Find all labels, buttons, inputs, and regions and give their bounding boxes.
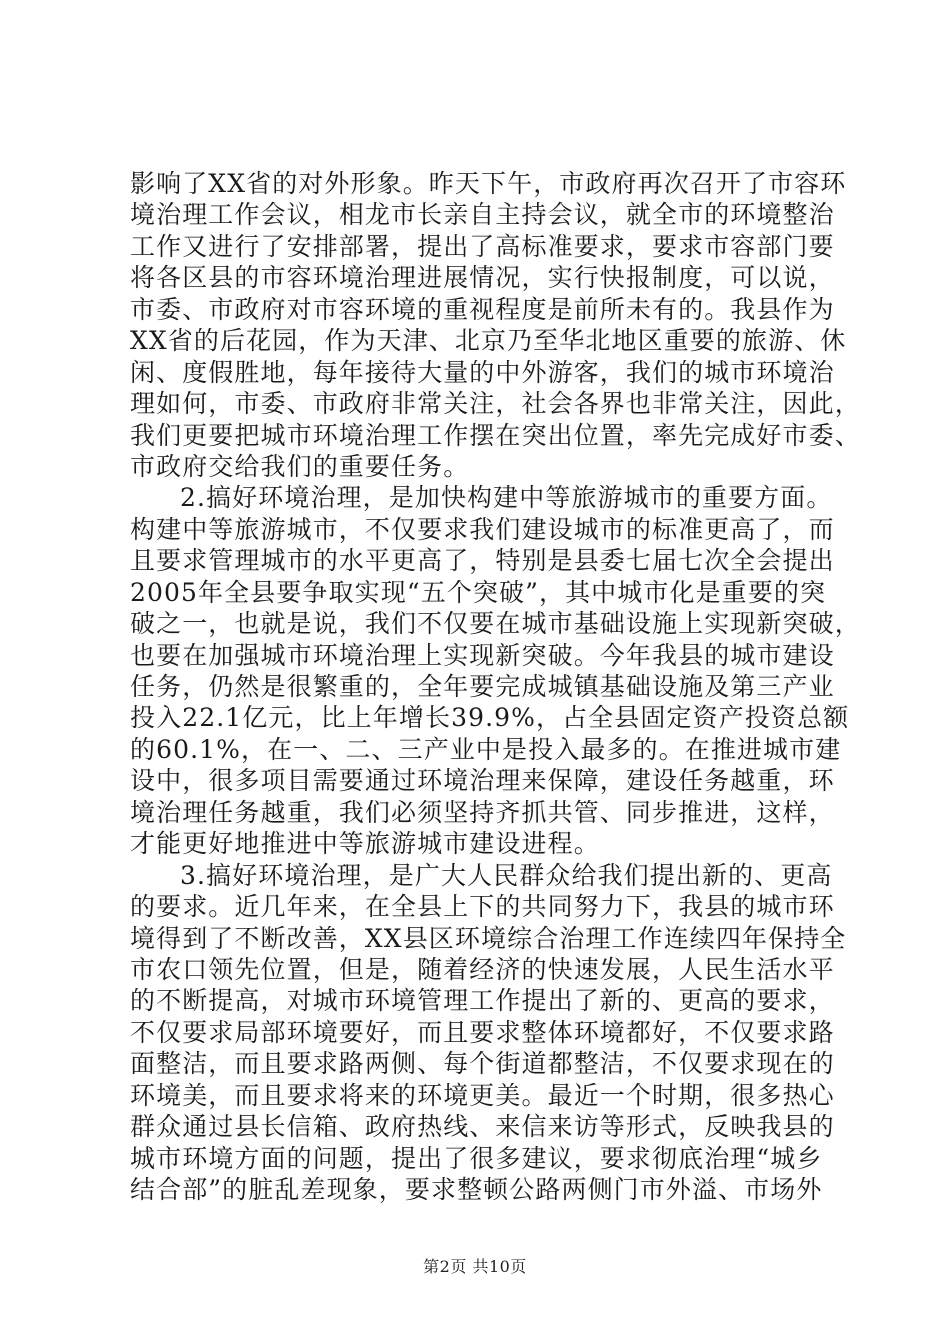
text-line: 的要求。近几年来，在全县上下的共同努力下，我县的城市环 — [130, 892, 835, 922]
text-line: XX省的后花园，作为天津、北京乃至华北地区重要的旅游、休 — [130, 326, 847, 356]
body-text — [130, 168, 861, 1205]
text-line: 境治理工作会议，相龙市长亲自主持会议，就全市的环境整治 — [130, 200, 835, 230]
text-line: 境治理任务越重，我们必须坚持齐抓共管、同步推进，这样， — [130, 797, 835, 827]
text-line: 2.搞好环境治理，是加快构建中等旅游城市的重要方面。 — [180, 483, 833, 513]
text-line: 破之一，也就是说，我们不仅要在城市基础设施上实现新突破， — [130, 609, 861, 639]
text-line: 理如何，市委、市政府非常关注，社会各界也非常关注，因此， — [130, 389, 861, 419]
text-line: 我们更要把城市环境治理工作摆在突出位置，率先完成好市委、 — [130, 420, 861, 450]
text-line: 结合部”的脏乱差现象，要求整顿公路两侧门市外溢、市场外 — [130, 1175, 823, 1204]
page-number-label: 第2页 共10页 — [423, 1257, 527, 1276]
text-line: 也要在加强城市环境治理上实现新突破。今年我县的城市建设 — [130, 640, 835, 670]
text-line: 面整洁，而且要求路两侧、每个街道都整洁，不仅要求现在的 — [130, 1049, 835, 1079]
page-footer — [0, 1254, 950, 1277]
text-line: 群众通过县长信箱、政府热线、来信来访等形式，反映我县的 — [130, 1112, 835, 1142]
text-line: 任务，仍然是很繁重的，全年要完成城镇基础设施及第三产业 — [130, 672, 835, 701]
text-line: 的60.1%，在一、二、三产业中是投入最多的。在推进城市建 — [130, 734, 842, 764]
text-line: 市委、市政府对市容环境的重视程度是前所未有的。我县作为 — [130, 294, 835, 324]
text-line: 构建中等旅游城市，不仅要求我们建设城市的标准更高了，而 — [130, 514, 835, 544]
text-line: 将各区县的市容环境治理进展情况，实行快报制度，可以说， — [130, 263, 835, 293]
text-line: 设中，很多项目需要通过环境治理来保障，建设任务越重，环 — [130, 766, 835, 796]
text-line: 的不断提高，对城市环境管理工作提出了新的、更高的要求， — [130, 986, 835, 1016]
text-line: 环境美，而且要求将来的环境更美。最近一个时期，很多热心 — [130, 1080, 835, 1110]
text-line: 影响了XX省的对外形象。昨天下午，市政府再次召开了市容环 — [130, 169, 847, 198]
text-line: 市农口领先位置，但是，随着经济的快速发展，人民生活水平 — [130, 954, 835, 984]
text-line: 境得到了不断改善，XX县区环境综合治理工作连续四年保持全 — [130, 923, 847, 953]
text-line: 工作又进行了安排部署，提出了高标准要求，要求市容部门要 — [130, 231, 835, 261]
text-line: 3.搞好环境治理，是广大人民群众给我们提出新的、更高 — [180, 860, 833, 890]
text-line: 2005年全县要争取实现“五个突破”，其中城市化是重要的突 — [130, 577, 827, 607]
text-line: 闲、度假胜地，每年接待大量的中外游客，我们的城市环境治 — [130, 357, 835, 387]
text-line: 且要求管理城市的水平更高了，特别是县委七届七次全会提出 — [130, 546, 835, 576]
text-line: 投入22.1亿元，比上年增长39.9%，占全县固定资产投资总额 — [130, 703, 850, 733]
text-line: 才能更好地推进中等旅游城市建设进程。 — [130, 829, 600, 859]
text-line: 不仅要求局部环境要好，而且要求整体环境都好，不仅要求路 — [130, 1017, 835, 1047]
text-line: 城市环境方面的问题，提出了很多建议，要求彻底治理“城乡 — [130, 1143, 823, 1173]
text-line: 市政府交给我们的重要任务。 — [130, 451, 470, 481]
